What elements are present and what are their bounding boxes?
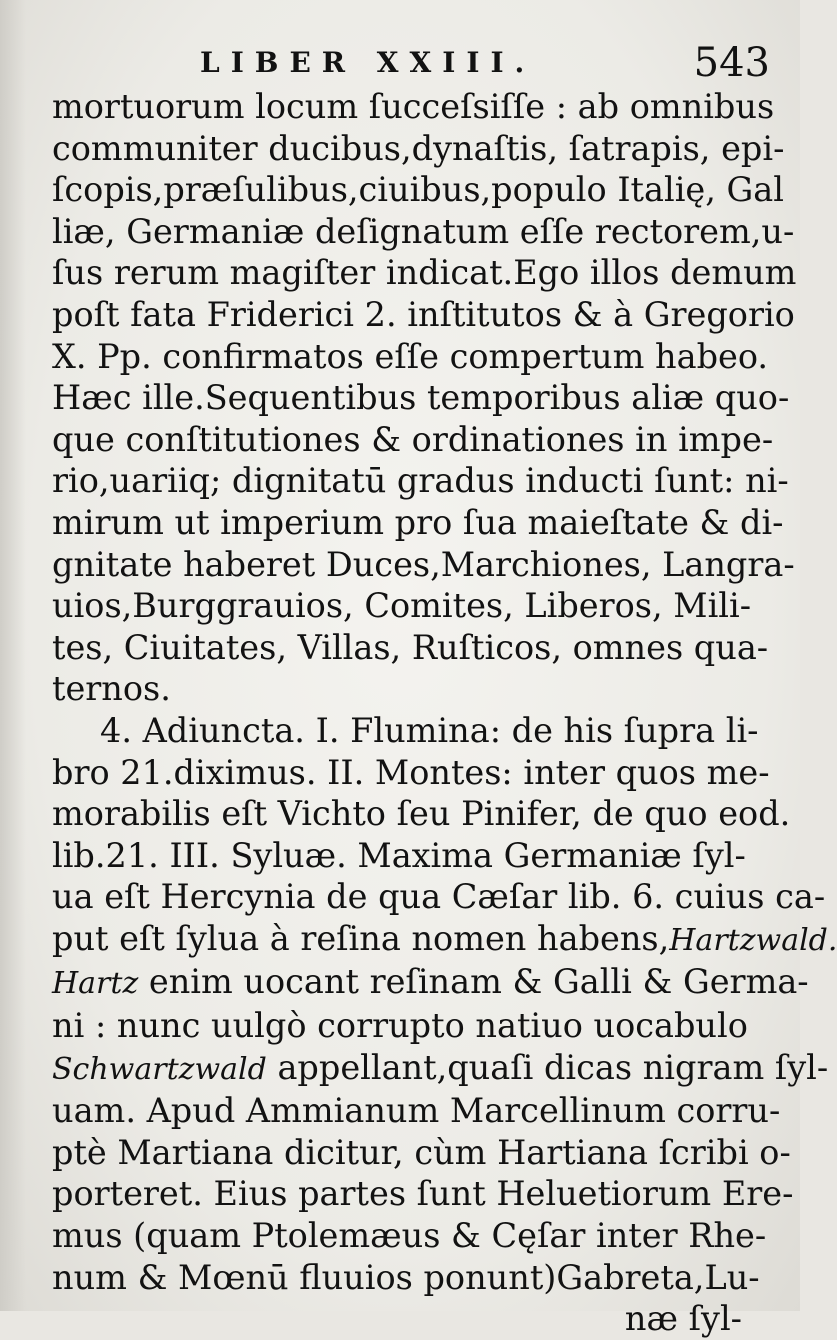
text-line: rio,uariiq; dignitatū gradus inducti ſunt: ni- bbox=[52, 461, 789, 501]
text-segment: appellant,quaſi dicas nigram ſyl- bbox=[266, 1047, 829, 1087]
text-line bbox=[52, 1047, 829, 1091]
text-line: gnitate haberet Duces,Marchiones, Langra- bbox=[52, 544, 795, 584]
text-line: ua eſt Hercynia de qua Cæſar lib. 6. cuius ca- bbox=[52, 877, 826, 917]
text-line bbox=[52, 918, 837, 962]
text-line: que conſtitutiones & ordinationes in impe- bbox=[52, 419, 774, 459]
text-line: ni : nunc uulgò corrupto natiuo uocabulo bbox=[52, 1006, 748, 1046]
text-line: communiter ducibus,dynaſtis, ſatrapis, epi- bbox=[52, 128, 785, 168]
text-line: ternos. bbox=[52, 669, 171, 709]
text-line: morabilis eſt Vichto ſeu Pinifer, de quo eod. bbox=[52, 794, 791, 834]
italic-term: Hartzwald. bbox=[669, 922, 837, 958]
text-line: mortuorum locum ſucceſsiſſe : ab omnibus bbox=[52, 87, 775, 126]
paragraph-start-line: 4. Adiuncta. I. Flumina: de his ſupra li- bbox=[100, 710, 759, 750]
text-line bbox=[52, 961, 809, 1005]
text-line: tes, Ciuitates, Villas, Ruſticos, omnes qua- bbox=[52, 627, 769, 667]
text-line: mus (quam Ptolemæus & Cęſar inter Rhe- bbox=[52, 1216, 767, 1256]
text-line: ſcopis,præſulibus,ciuibus,populo Italię, Gal bbox=[52, 170, 784, 210]
text-line: X. Pp. confirmatos eſſe compertum habeo. bbox=[52, 336, 769, 376]
text-line: porteret. Eius partes ſunt Heluetiorum Ere- bbox=[52, 1174, 794, 1214]
page-gutter-shadow bbox=[0, 0, 26, 1311]
text-line: uam. Apud Ammianum Marcellinum corru- bbox=[52, 1091, 781, 1131]
text-segment: enim uocant reſinam & Galli & Germa- bbox=[138, 962, 809, 1002]
text-line: bro 21.diximus. II. Montes: inter quos me- bbox=[52, 752, 770, 792]
text-line: lib.21. III. Syluæ. Maxima Germaniæ ſyl- bbox=[52, 835, 746, 875]
catchword: næ ſyl- bbox=[624, 1299, 742, 1339]
text-line: ptè Martiana dicitur, cùm Hartiana ſcribi o- bbox=[52, 1132, 791, 1172]
text-line: num & Mœnū fluuios ponunt)Gabreta,Lu- bbox=[52, 1257, 760, 1297]
text-line: liæ, Germaniæ deſignatum eſſe rectorem,u- bbox=[52, 211, 795, 251]
text-line: ſus rerum magiſter indicat.Ego illos demum bbox=[52, 253, 797, 293]
text-segment: put eſt ſylua à reſina nomen habens, bbox=[52, 918, 670, 958]
text-line: Hæc ille.Sequentibus temporibus aliæ quo- bbox=[52, 378, 790, 418]
text-line: uios,Burggrauios, Comites, Liberos, Mili- bbox=[52, 586, 752, 626]
page-number: 543 bbox=[693, 40, 770, 86]
page-header bbox=[200, 40, 770, 90]
italic-term: Hartz bbox=[52, 966, 139, 1002]
body-text bbox=[52, 86, 837, 1340]
text-line: poſt fata Friderici 2. inſtitutos & à Gregorio bbox=[52, 294, 795, 334]
italic-term: Schwartzwald bbox=[52, 1051, 267, 1087]
running-head: LIBER XXIII. bbox=[200, 46, 536, 79]
text-line: mirum ut imperium pro ſua maieſtate & di- bbox=[52, 502, 784, 542]
